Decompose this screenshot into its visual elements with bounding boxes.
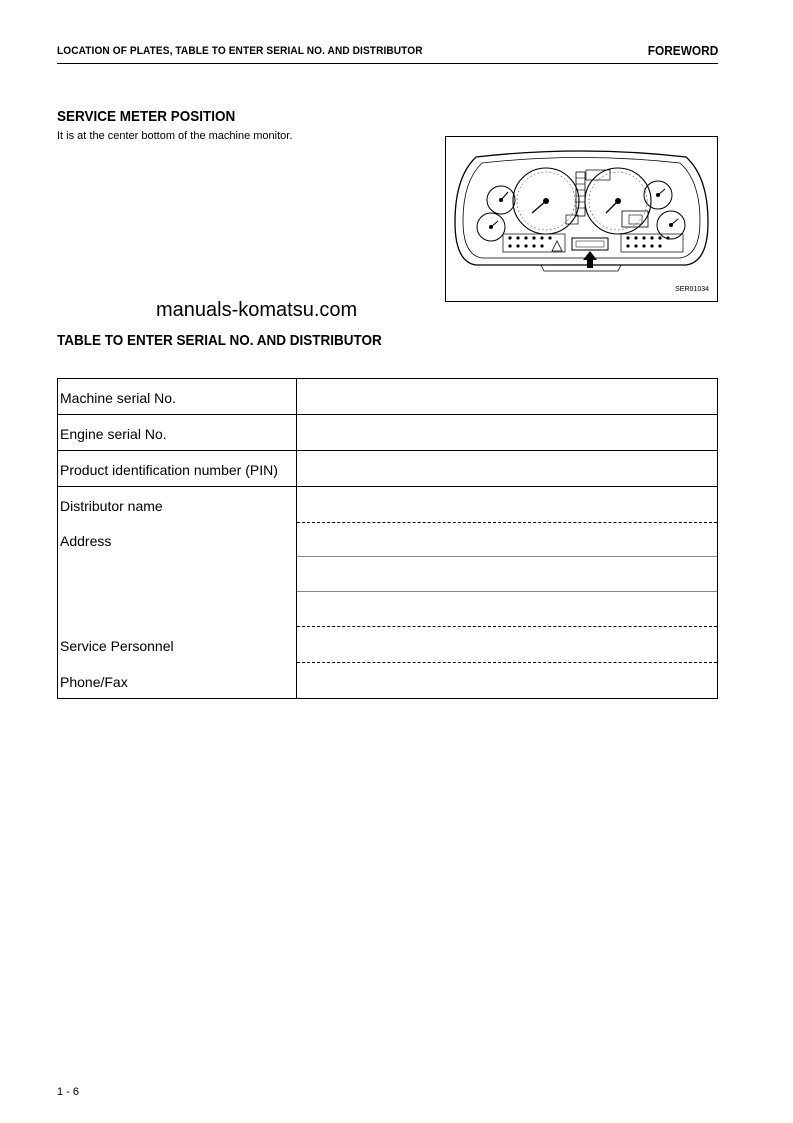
table-section-title: TABLE TO ENTER SERIAL NO. AND DISTRIBUTOR (57, 332, 382, 349)
service-meter-title: SERVICE METER POSITION (57, 108, 236, 125)
distributor-name-label: Distributor name (60, 498, 163, 514)
address-label: Address (60, 533, 112, 549)
row-divider (58, 486, 717, 487)
header-right-title: FOREWORD (647, 44, 718, 58)
engine-serial-label: Engine serial No. (60, 426, 167, 442)
address-line-divider (297, 591, 717, 592)
machine-monitor-figure (445, 136, 718, 302)
serial-distributor-table (57, 378, 718, 699)
figure-id-label: SER01034 (675, 286, 709, 293)
row-divider (58, 414, 717, 415)
column-divider (296, 379, 297, 698)
header-rule (57, 63, 718, 64)
machine-serial-label: Machine serial No. (60, 390, 176, 406)
dashed-divider (297, 662, 717, 663)
machine-monitor-illustration (446, 137, 717, 301)
watermark-text: manuals-komatsu.com (156, 299, 358, 321)
page-number: 1 - 6 (57, 1086, 80, 1098)
pin-label: Product identification number (PIN) (60, 462, 278, 478)
address-line-divider (297, 556, 717, 557)
phone-fax-label: Phone/Fax (60, 674, 128, 690)
row-divider (58, 450, 717, 451)
service-meter-text: It is at the center bottom of the machine monitor. (57, 130, 293, 142)
dashed-divider (297, 626, 717, 627)
service-personnel-label: Service Personnel (60, 638, 174, 654)
dashed-divider (297, 522, 717, 523)
header-left-title: LOCATION OF PLATES, TABLE TO ENTER SERIAL NO. AND DISTRIBUTOR (57, 45, 423, 57)
